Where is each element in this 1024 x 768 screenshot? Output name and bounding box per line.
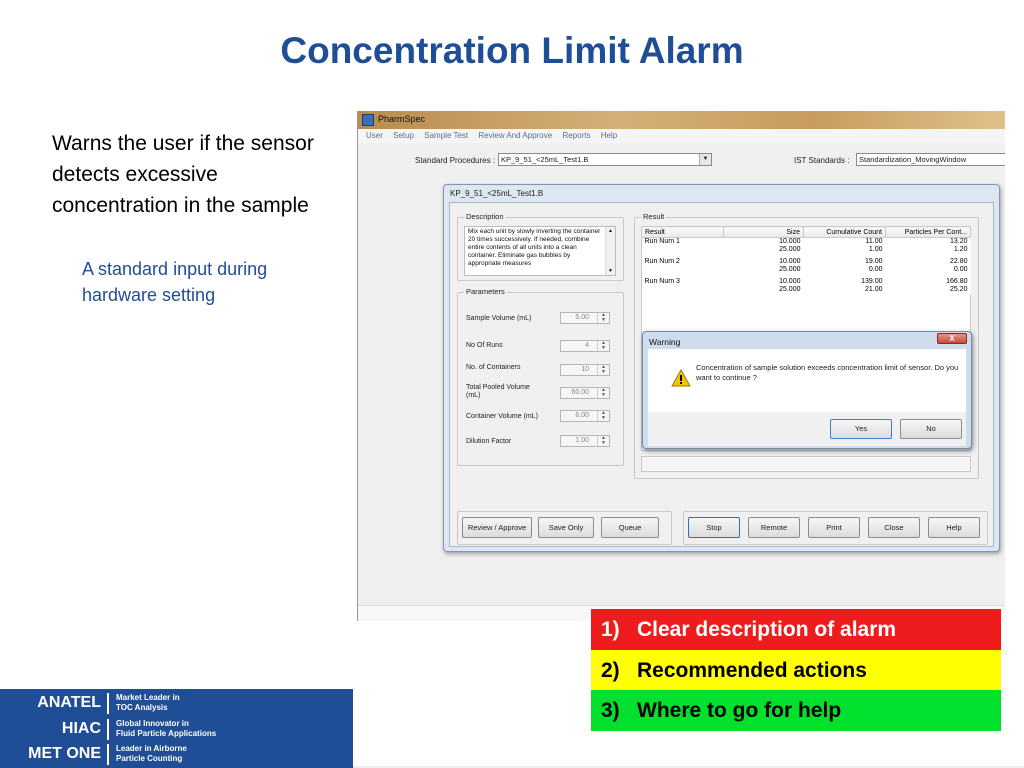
logo-row-anatel [0,691,353,717]
stepper-arrows-icon[interactable]: ▲ ▼ [597,388,609,398]
column-header-cumulative-count[interactable]: Cumulative Count [804,227,886,238]
cell-cumulative: 21.00 [804,286,886,294]
result-label: Result [643,212,665,221]
help-button[interactable]: Help [928,517,980,538]
cell-run: Run Num 1 [642,238,724,247]
cell-cumulative: 139.00 [804,274,886,286]
description-textbox[interactable] [464,226,616,276]
close-button[interactable]: Close [868,517,920,538]
app-icon [362,114,374,126]
legend-text: Where to go for help [637,699,842,722]
remote-button[interactable]: Remote [748,517,800,538]
cell-cumulative: 0.00 [804,266,886,274]
cell-cumulative: 11.00 [804,238,886,247]
warning-dialog-title: Warning [649,337,681,347]
print-button[interactable]: Print [808,517,860,538]
queue-button[interactable]: Queue [601,517,659,538]
container-volume-value: 6.00 [575,412,589,419]
stepper-arrows-icon[interactable]: ▲ ▼ [597,313,609,323]
warning-dialog [642,331,972,449]
param-label-no-of-containers: No. of Containers [466,364,521,371]
stepper-arrows-icon[interactable]: ▲ ▼ [597,436,609,446]
cell-size: 10.000 [724,238,804,247]
stepper-arrows-icon[interactable]: ▲ ▼ [597,365,609,375]
slide-title: Concentration Limit Alarm [280,30,744,71]
test-window-title: KP_9_51_<25mL_Test1.B [450,189,544,198]
column-header-size[interactable]: Size [724,227,804,238]
warning-dialog-footer [648,412,966,446]
container-volume-stepper[interactable] [560,410,610,422]
result-table [641,226,971,294]
no-button[interactable]: No [900,419,962,439]
cell-size: 10.000 [724,254,804,266]
brand-divider [107,719,109,740]
table-row [642,254,971,266]
legend-number: 1) [601,618,620,641]
menubar [358,129,1005,143]
legend-item-actions [591,650,1001,691]
cell-run [642,286,724,294]
cell-particles: 22.80 [886,254,971,266]
no-of-runs-value: 4 [585,342,589,349]
cell-size: 10.000 [724,274,804,286]
app-title: PharmSpec [378,114,426,124]
legend-text: Clear description of alarm [637,618,897,641]
cell-size: 25.000 [724,286,804,294]
review-approve-button[interactable]: Review / Approve [462,517,532,538]
cell-run [642,266,724,274]
chevron-down-icon[interactable]: ▼ [699,154,711,165]
cell-particles: 0.00 [886,266,971,274]
cell-run: Run Num 3 [642,274,724,286]
cell-particles: 1.20 [886,246,971,254]
cell-run [642,246,724,254]
brand-tagline: Global Innovator in Fluid Particle Applications [116,719,217,738]
no-of-runs-stepper[interactable] [560,340,610,352]
legend-number: 2) [601,659,620,682]
cell-cumulative: 19.00 [804,254,886,266]
parameters-group [457,287,624,466]
ist-standards-label: IST Standards : [794,156,850,165]
save-only-button[interactable]: Save Only [538,517,594,538]
menu-user[interactable]: User [366,131,383,140]
stepper-arrows-icon[interactable]: ▲ ▼ [597,341,609,351]
standard-procedures-value: KP_9_51_<25mL_Test1.B [501,155,589,164]
ist-standards-field[interactable]: Standardization_MovingWindow [856,153,1005,166]
cell-particles: 25.20 [886,286,971,294]
param-label-total-pooled-volume: Total Pooled Volume (mL) [466,384,530,399]
column-header-result[interactable]: Result [642,227,724,238]
dilution-factor-stepper[interactable] [560,435,610,447]
warning-dialog-body [648,349,966,412]
menu-help[interactable]: Help [600,131,618,140]
logo-row-met-one [0,742,353,768]
result-header-row [642,227,971,238]
table-row [642,286,971,294]
description-group [457,212,624,281]
param-label-container-volume: Container Volume (mL) [466,413,538,420]
no-of-containers-value: 10 [581,366,589,373]
table-row [642,266,971,274]
param-label-sample-volume: Sample Volume (mL) [466,315,532,322]
table-row [642,238,971,247]
description-text: Mix each unit by slowly inverting the container 20 times successively. If needed, combine entire contents of all units into a clean container. Eliminate gas bubbles by appropriate measures [468,228,601,267]
dilution-factor-value: 1.00 [575,437,589,444]
menu-setup[interactable]: Setup [393,131,415,140]
bullet-sub: A standard input during hardware setting [82,259,268,305]
table-row [642,246,971,254]
brand-hiac: HIAC [61,720,101,737]
description-label: Description [466,212,504,221]
brand-divider [107,693,109,714]
cell-size: 25.000 [724,246,804,254]
parameters-label: Parameters [466,287,505,296]
close-icon[interactable]: X [937,333,967,344]
brand-anatel: ANATEL [37,694,101,711]
test-window [443,184,1000,552]
result-progress-bar [641,456,971,472]
brand-tagline: Leader in Airborne Particle Counting [116,744,187,763]
menu-sample-test[interactable]: Sample Test [424,131,469,140]
legend-text: Recommended actions [637,659,867,682]
stepper-arrows-icon[interactable]: ▲ ▼ [597,411,609,421]
cell-size: 25.000 [724,266,804,274]
company-logo-block [0,689,353,768]
cell-particles: 166.80 [886,274,971,286]
brand-tagline: Market Leader in TOC Analysis [116,693,180,712]
menu-review-approve[interactable]: Review And Approve [478,131,553,140]
sample-volume-value: 5.00 [575,314,589,321]
cell-cumulative: 1.00 [804,246,886,254]
warning-icon [671,369,691,387]
yes-button[interactable]: Yes [830,419,892,439]
param-label-dilution-factor: Dilution Factor [466,438,512,445]
total-pooled-volume-value: 60.00 [571,389,589,396]
brand-divider [107,744,109,765]
legend-number: 3) [601,699,620,722]
column-header-particles-per-cont[interactable]: Particles Per Cont... [886,227,971,238]
standard-procedures-label: Standard Procedures : [415,156,496,165]
table-row [642,274,971,286]
right-button-group [683,511,988,545]
stop-button[interactable]: Stop [688,517,740,538]
param-label-no-of-runs: No Of Runs [466,342,503,349]
brand-met-one: MET ONE [28,745,101,762]
cell-run: Run Num 2 [642,254,724,266]
standard-procedures-select[interactable] [498,153,712,166]
legend-item-help [591,690,1001,731]
logo-row-hiac [0,717,353,743]
menu-reports[interactable]: Reports [562,131,591,140]
bullet-main: Warns the user if the sensor detects excessive concentration in the sample [52,132,314,217]
procedure-row [358,149,1005,169]
app-screenshot [357,111,1005,621]
cell-particles: 13.20 [886,238,971,247]
warning-message: Concentration of sample solution exceeds concentration limit of sensor. Do you want to continue ? [696,363,959,382]
sample-volume-stepper[interactable] [560,312,610,324]
total-pooled-volume-stepper[interactable] [560,387,610,399]
app-titlebar [358,111,1005,129]
left-button-group [457,511,672,545]
legend-item-description [591,609,1001,650]
description-scrollbar[interactable]: ▲ ▼ [605,227,615,275]
no-of-containers-stepper[interactable] [560,364,610,376]
